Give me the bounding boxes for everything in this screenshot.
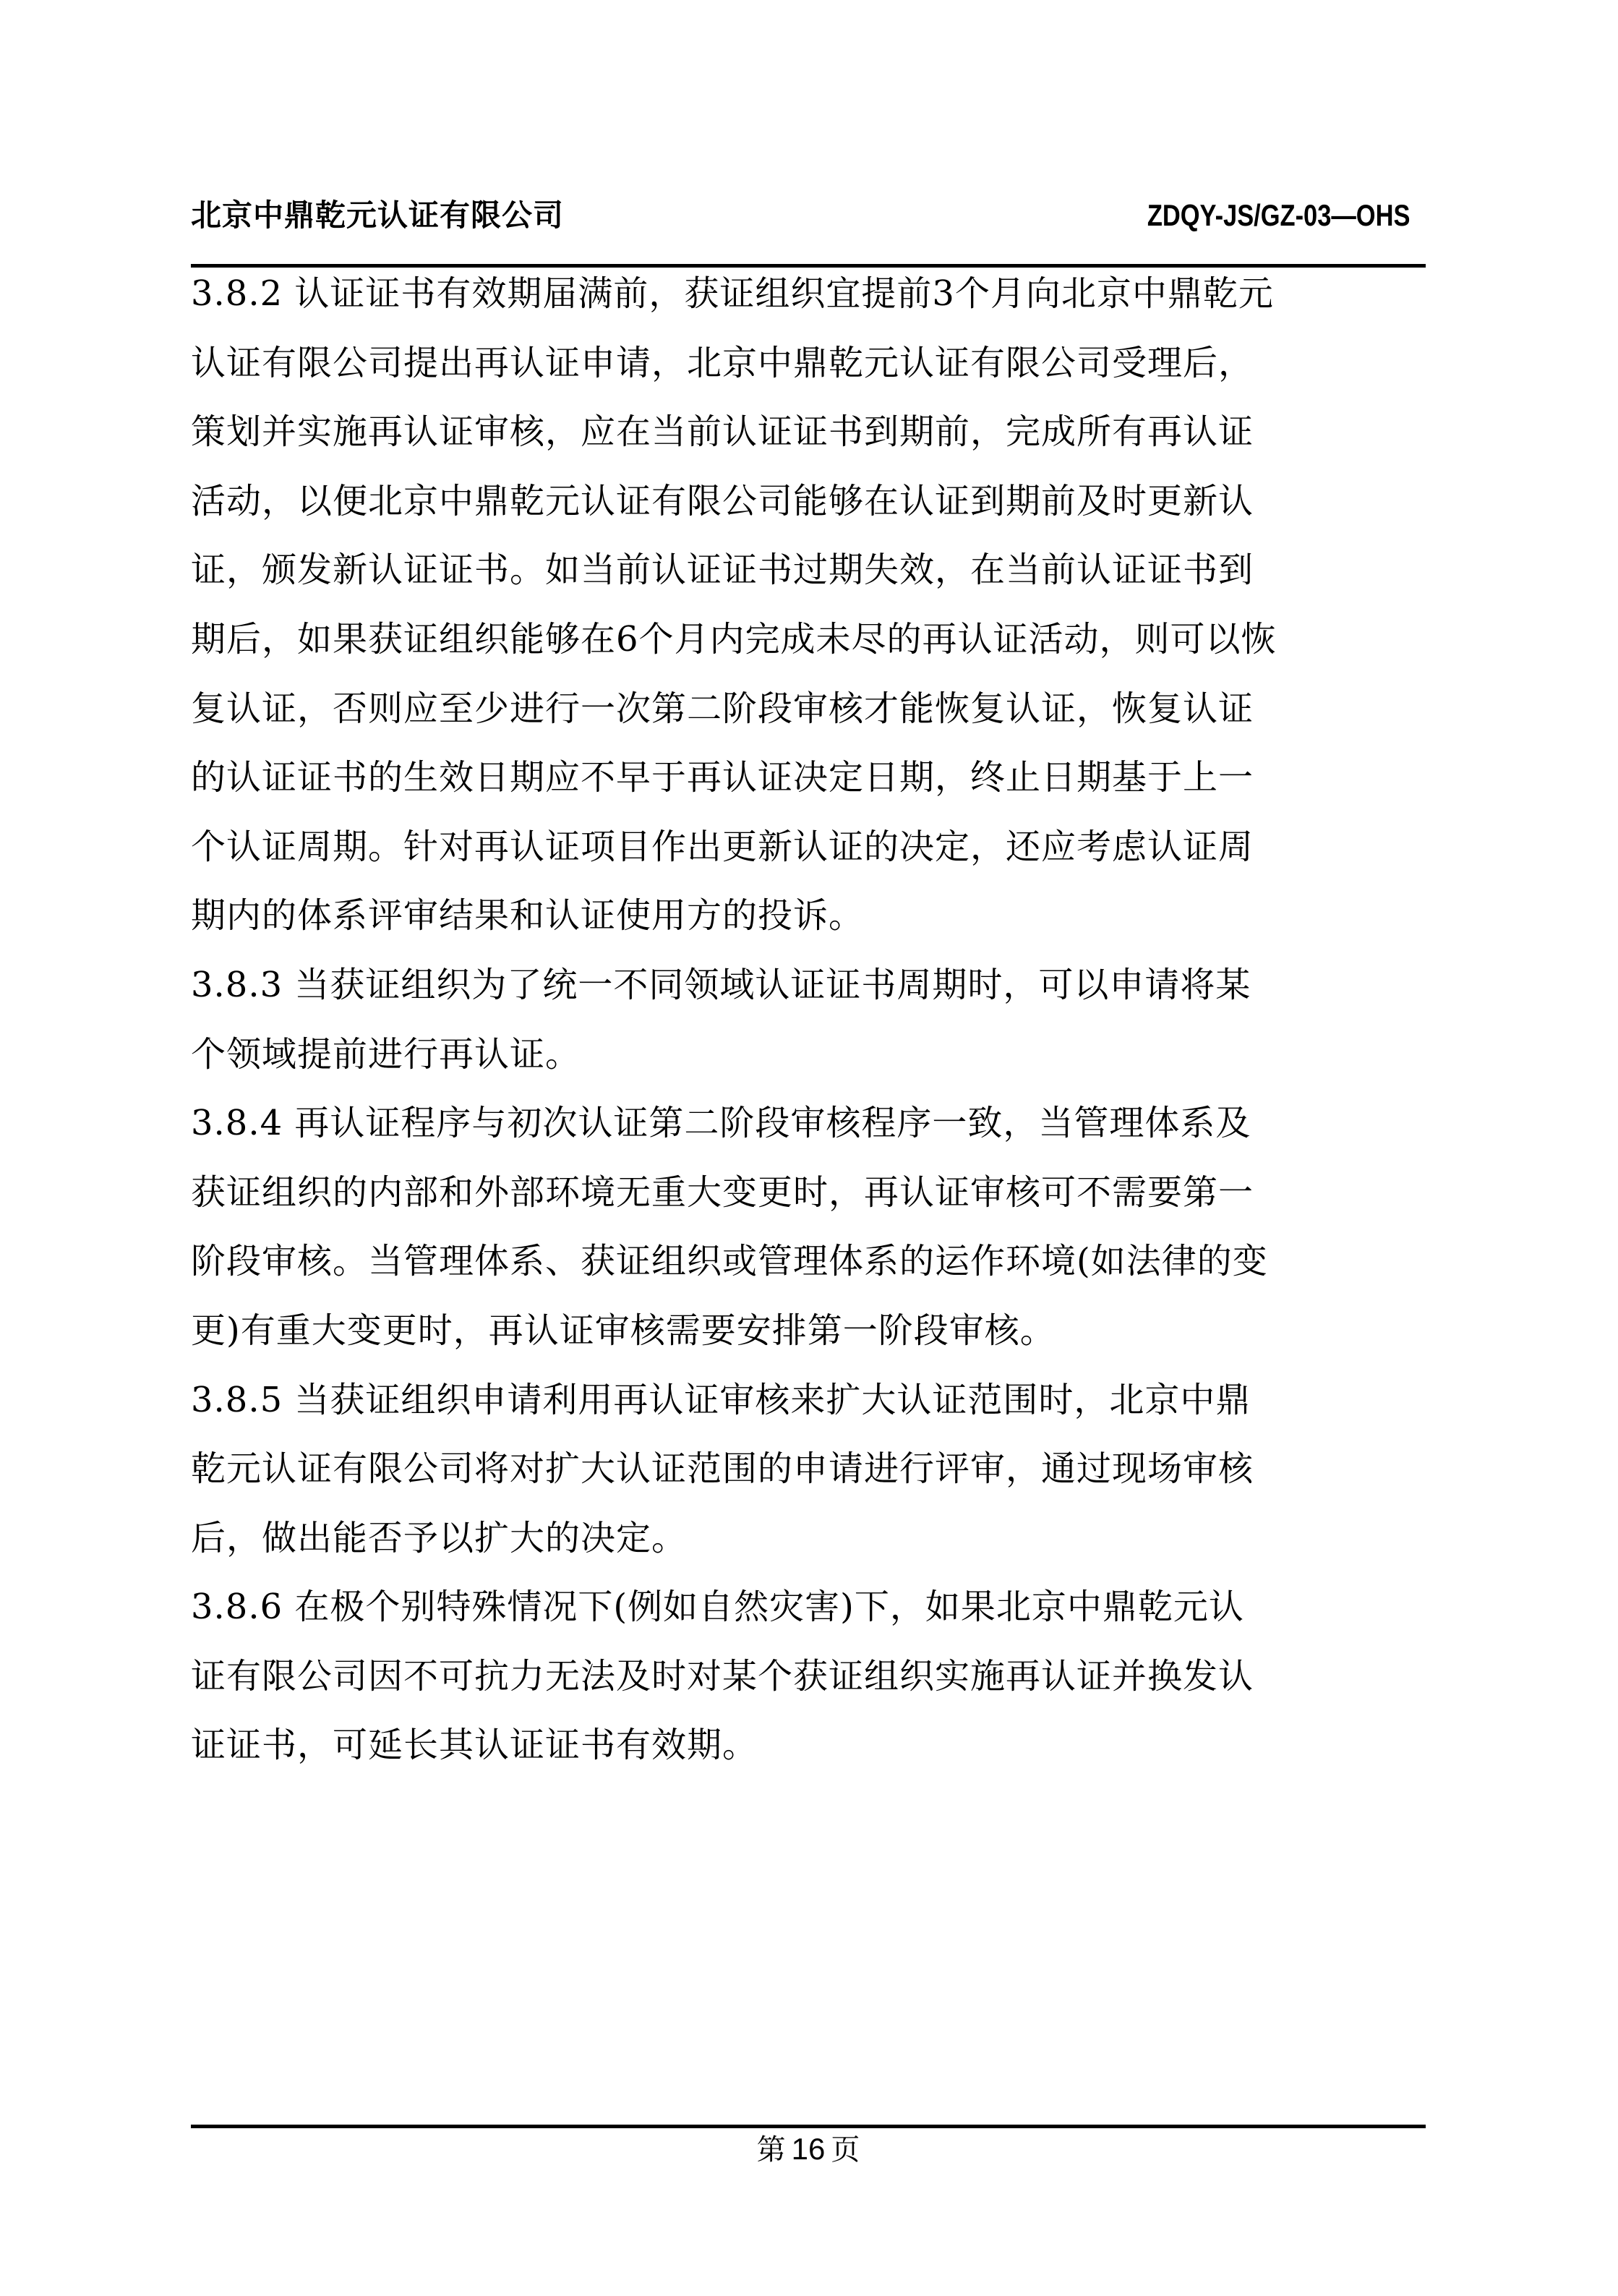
body-line: 获证组织的内部和外部环境无重大变更时，再认证审核可不需要第一 — [191, 1172, 1254, 1213]
page-number: 16 — [791, 2132, 826, 2166]
page-header — [191, 194, 1426, 244]
body-line: 期内的体系评审结果和认证使用方的投诉。 — [191, 895, 865, 936]
body-line: 3.8.6 在极个别特殊情况下(例如自然灾害)下，如果北京中鼎乾元认 — [191, 1587, 1244, 1628]
body-line: 策划并实施再认证审核，应在当前认证证书到期前，完成所有再认证 — [191, 411, 1254, 453]
body-line: 证有限公司因不可抗力无法及时对某个获证组织实施再认证并换发认 — [191, 1655, 1254, 1697]
body-line: 3.8.2 认证证书有效期届满前，获证组织宜提前3个月向北京中鼎乾元 — [191, 273, 1274, 314]
body-line: 证，颁发新认证证书。如当前认证证书过期失效，在当前认证证书到 — [191, 550, 1254, 591]
body-line: 乾元认证有限公司将对扩大认证范围的申请进行评审，通过现场审核 — [191, 1448, 1254, 1490]
body-line: 个领域提前进行再认证。 — [191, 1033, 581, 1075]
body-line: 阶段审核。当管理体系、获证组织或管理体系的运作环境(如法律的变 — [191, 1241, 1268, 1282]
body-line: 3.8.3 当获证组织为了统一不同领域认证证书周期时，可以申请将某 — [191, 964, 1251, 1005]
page-footer — [191, 2130, 1426, 2169]
body-line: 认证有限公司提出再认证申请，北京中鼎乾元认证有限公司受理后， — [191, 342, 1254, 383]
page-label-prefix: 第 — [756, 2133, 786, 2167]
body-line: 更)有重大变更时，再认证审核需要安排第一阶段审核。 — [191, 1310, 1056, 1351]
document-body — [191, 272, 1434, 1793]
header-company-name: 北京中鼎乾元认证有限公司 — [191, 197, 565, 233]
body-line: 证证书，可延长其认证证书有效期。 — [191, 1725, 758, 1766]
header-document-code: ZDQY-JS/GZ-03—OHS — [1147, 198, 1410, 232]
page-label-suffix: 页 — [831, 2133, 860, 2167]
body-line: 复认证，否则应至少进行一次第二阶段审核才能恢复认证，恢复认证 — [191, 688, 1254, 729]
body-line: 个认证周期。针对再认证项目作出更新认证的决定，还应考虑认证周 — [191, 826, 1254, 867]
body-line: 3.8.5 当获证组织申请利用再认证审核来扩大认证范围时，北京中鼎 — [191, 1379, 1251, 1420]
body-line: 后，做出能否予以扩大的决定。 — [191, 1517, 688, 1558]
body-line: 活动，以便北京中鼎乾元认证有限公司能够在认证到期前及时更新认 — [191, 480, 1254, 521]
footer-rule — [191, 2125, 1426, 2128]
header-rule — [191, 264, 1426, 268]
body-line: 的认证证书的生效日期应不早于再认证决定日期，终止日期基于上一 — [191, 757, 1254, 798]
body-line: 期后，如果获证组织能够在6个月内完成未尽的再认证活动，则可以恢 — [191, 618, 1277, 660]
body-line: 3.8.4 再认证程序与初次认证第二阶段审核程序一致，当管理体系及 — [191, 1103, 1251, 1144]
